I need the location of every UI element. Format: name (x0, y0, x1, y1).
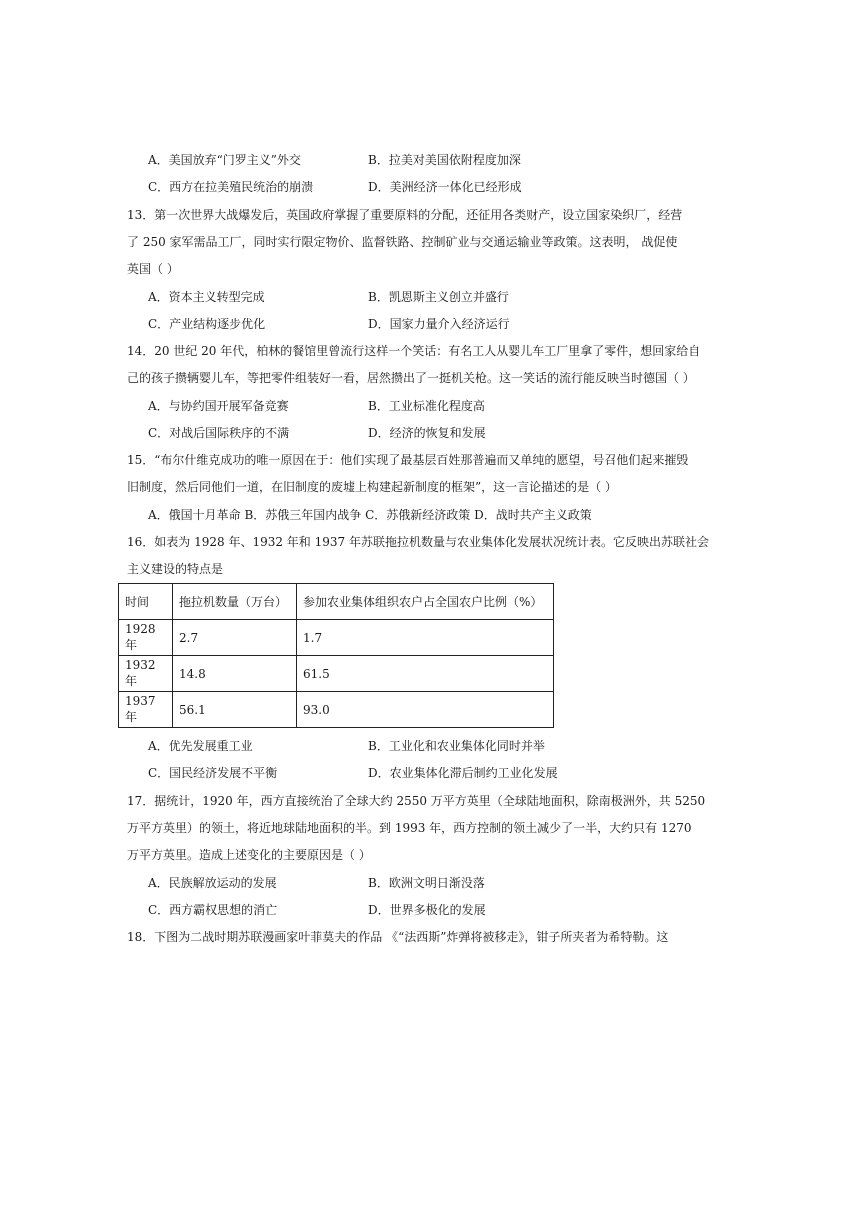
table-row (119, 656, 554, 692)
q12-option-c: C．西方在拉美殖民统治的崩溃 (148, 180, 314, 194)
q14-option-c: C．对战后国际秩序的不满 (148, 426, 290, 440)
q15-stem-line-1: 15．“布尔什维克成功的唯一原因在于：他们实现了最基层百姓那普遍而又单纯的愿望，号召他们起来摧毁 (127, 453, 689, 467)
table-cell: 1928 年 (119, 620, 173, 656)
table-header-cell: 拖拉机数量（万台） (173, 584, 297, 620)
q17-stem-line-2: 万平方英里）的领土，将近地球陆地面积的半。到 1993 年，西方控制的领土减少了一半，大约只有 1270 (127, 821, 692, 835)
q15-options: A．俄国十月革命 B．苏俄三年国内战争 C．苏俄新经济政策 D．战时共产主义政策 (148, 508, 592, 522)
q13-option-d: D．国家力量介入经济运行 (368, 317, 510, 331)
q16-stem-line-2: 主义建设的特点是 (127, 562, 224, 576)
q18-stem-line-1: 18．下图为二战时期苏联漫画家叶菲莫夫的作品 《“法西斯”炸弹将被移走》，钳子所夹者为希特勒。这 (127, 930, 669, 944)
q14-stem-line-2: 己的孩子攒辆婴儿车，等把零件组装好一看，居然攒出了一挺机关枪。这一笑话的流行能反映当时德国（ ） (127, 371, 695, 385)
q17-stem-line-3: 万平方英里。造成上述变化的主要原因是（ ） (127, 848, 371, 862)
q17-option-d: D．世界多极化的发展 (368, 903, 486, 917)
q17-option-b: B．欧洲文明日渐没落 (368, 876, 485, 890)
q14-option-a: A．与协约国开展军备竞赛 (148, 399, 289, 413)
q16-option-c: C．国民经济发展不平衡 (148, 766, 278, 780)
table-cell: 14.8 (173, 656, 297, 692)
table-row (119, 692, 554, 728)
table-header-cell: 参加农业集体组织农户占全国农户比例（%） (297, 584, 554, 620)
q13-option-c: C．产业结构逐步优化 (148, 317, 266, 331)
table-cell: 1.7 (297, 620, 554, 656)
q15-stem-line-2: 旧制度，然后同他们一道，在旧制度的废墟上构建起新制度的框架”，这一言论描述的是（ ） (127, 480, 617, 494)
q14-option-b: B．工业标准化程度高 (368, 399, 485, 413)
q12-option-a: A．美国放弃“门罗主义”外交 (148, 153, 301, 167)
q14-stem-line-1: 14．20 世纪 20 年代，柏林的餐馆里曾流行这样一个笑话：有名工人从婴儿车工厂里拿了零件，想回家给自 (127, 344, 701, 358)
q17-option-c: C．西方霸权思想的消亡 (148, 903, 278, 917)
q17-stem-line-1: 17．据统计，1920 年，西方直接统治了全球大约 2550 万平方英里（全球陆地面积，除南极洲外，共 5250 (127, 794, 706, 808)
q16-option-a: A．优先发展重工业 (148, 739, 253, 753)
q13-stem-line-2: 了 250 家军需品工厂，同时实行限定物价、监督铁路、控制矿业与交通运输业等政策。这表明， 战促使 (127, 235, 678, 249)
table-cell: 61.5 (297, 656, 554, 692)
q13-option-a: A．资本主义转型完成 (148, 290, 265, 304)
q12-option-d: D．美洲经济一体化已经形成 (368, 180, 522, 194)
table-header-cell: 时间 (119, 584, 173, 620)
q14-option-d: D．经济的恢复和发展 (368, 426, 486, 440)
q13-option-b: B．凯恩斯主义创立并盛行 (368, 290, 509, 304)
table-cell: 2.7 (173, 620, 297, 656)
q13-stem-line-3: 英国（ ） (127, 262, 179, 276)
table-cell: 56.1 (173, 692, 297, 728)
q17-option-a: A．民族解放运动的发展 (148, 876, 277, 890)
table-cell: 93.0 (297, 692, 554, 728)
q12-option-b: B．拉美对美国依附程度加深 (368, 153, 521, 167)
table-cell: 1932 年 (119, 656, 173, 692)
table-cell: 1937 年 (119, 692, 173, 728)
q16-statistics-table (118, 583, 554, 728)
q16-option-b: B．工业化和农业集体化同时并举 (368, 739, 545, 753)
table-row (119, 620, 554, 656)
q16-stem-line-1: 16．如表为 1928 年、1932 年和 1937 年苏联拖拉机数量与农业集体化发展状况统计表。它反映出苏联社会 (127, 535, 709, 549)
table-header-row (119, 584, 554, 620)
q16-option-d: D．农业集体化滞后制约工业化发展 (368, 766, 558, 780)
q13-stem-line-1: 13．第一次世界大战爆发后，英国政府掌握了重要原料的分配，还征用各类财产，设立国家染织厂，经营 (127, 208, 683, 222)
